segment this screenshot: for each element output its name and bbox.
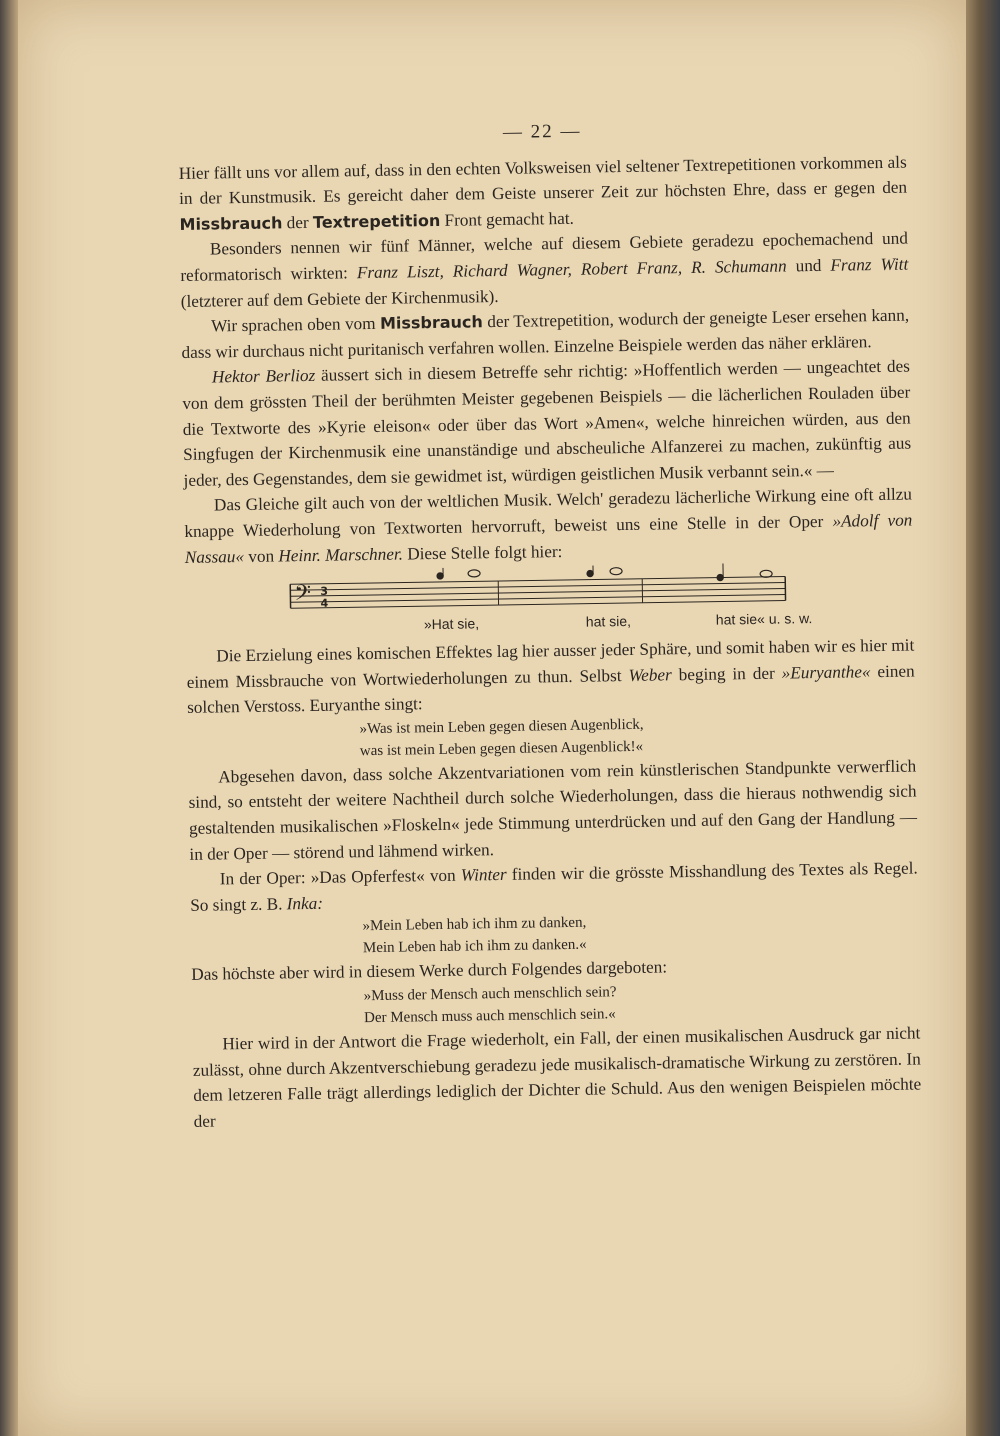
lyric-1: »Hat sie, — [423, 615, 480, 633]
quote-mensch: »Muss der Mensch auch menschlich sein? Der Mensch muss auch menschlich sein.« — [363, 984, 617, 1027]
paragraph-8: In der Oper: »Das Opferfest« von Winter finden wir die grösste Misshandlung des Textes als Regel. So singt z. B. Inka: — [190, 858, 918, 915]
svg-text:𝄢: 𝄢 — [294, 581, 312, 612]
paragraph-3: Wir sprachen oben vom Missbrauch der Textrepetition, wodurch der geneigte Leser ersehen kann, dass wir durchaus nicht puritanisch verfahren wollen. Einzelne Beispiele werden das näher erklären. — [181, 305, 910, 362]
paragraph-2: Besonders nennen wir fünf Männer, welche auf diesem Gebiete geradezu epochemachend und reformatorisch wirkten: Franz Liszt, Richard Wagner, Robert Franz, R. Schumann und Franz Witt (letzterer auf dem Gebiete der Kirchenmusik). — [180, 228, 909, 311]
paragraph-5: Das Gleiche gilt auch von der weltlichen Musik. Welch' geradezu lächerliche Wirkung eine oft allzu knappe Wiederholung von Textworten hervorruft, beweist uns eine Stelle in der Oper »Adolf von Nassau« von Heinr. Marschner. Diese Stelle folgt hier: — [184, 484, 913, 567]
quote-euryanthe: »Was ist mein Leben gegen diesen Augenblick, was ist mein Leben gegen diesen Augenblick!« — [359, 716, 644, 760]
svg-text:4: 4 — [320, 596, 329, 610]
left-page-edge — [0, 0, 18, 1436]
paragraph-4: Hektor Berlioz äussert sich in diesem Betreffe sehr richtig: »Hoffentlich werden — ungeachtet des von dem grössten Theil der berühmten Meister gegebenen Beispiels — die lächerlichen Rouladen über die Textworte des »Kyrie eleison« oder über das Wort »Amen«, welche hinreichen würden, aus den Singfugen der Kirchenmusik eine unanständige und abscheuliche Alfanzerei zu machen, zukünftig aus jeder, des Gegenstandes, dem sie gewidmet ist, würdigen geistlichen Musik verbannt sein.« — — [182, 356, 912, 490]
page-text — [178, 114, 922, 1135]
paragraph-7: Abgesehen davon, dass solche Akzentvariationen vom rein künstlerischen Standpunkte verwerflich sind, so entsteht der weitere Nachtheil durch solche Wiederholungen, dass die hieraus nothwendig sich gestaltenden musikalischen »Floskeln« jede Stimmung unterdrücken und auf den Gang der Handlung — in der Oper — störend und lähmend wirken. — [188, 756, 918, 864]
quote-inka: »Mein Leben hab ich ihm zu danken, Mein Leben hab ich ihm zu danken.« — [362, 915, 587, 957]
book-page — [18, 0, 968, 1436]
svg-text:3: 3 — [320, 584, 329, 598]
paragraph-10: Hier wird in der Antwort die Frage wiederholt, ein Fall, der einen musikalischen Ausdruck gar nicht zulässt, ohne durch Akzentverschiebung geradezu jede musikalisch-dramatische Wirkung zu zerstören. In dem letzeren Falle trägt allerdings lediglich der Dichter die Schuld. Aus den wenigen Beispielen möchte der — [192, 1023, 922, 1131]
paragraph-9: Das höchste aber wird in diesem Werke durch Folgendes dargeboten: — [191, 957, 668, 985]
music-example — [185, 561, 914, 644]
lyric-2: hat sie, — [585, 613, 632, 630]
page-number: — 22 — — [502, 120, 582, 143]
paragraph-6: Die Erzielung eines komischen Effektes lag hier ausser jeder Sphäre, und somit haben wir es hier mit einem Missbrauche von Wortwiederholungen zu thun. Selbst Weber beging in der »Euryanthe« einen solchen Verstoss. Euryanthe singt: — [186, 635, 915, 718]
paragraph-1: Hier fällt uns vor allem auf, dass in den echten Volksweisen viel seltener Textrepetitionen vorkommen als in der Kunstmusik. Es gereicht daher dem Geiste unserer Zeit zur höchsten Ehre, dass er gegen den Missbrauch der Textrepetition Front gemacht hat. — [178, 152, 908, 234]
book-spine — [966, 0, 1000, 1436]
lyric-3: hat sie« u. s. w. — [715, 610, 813, 628]
